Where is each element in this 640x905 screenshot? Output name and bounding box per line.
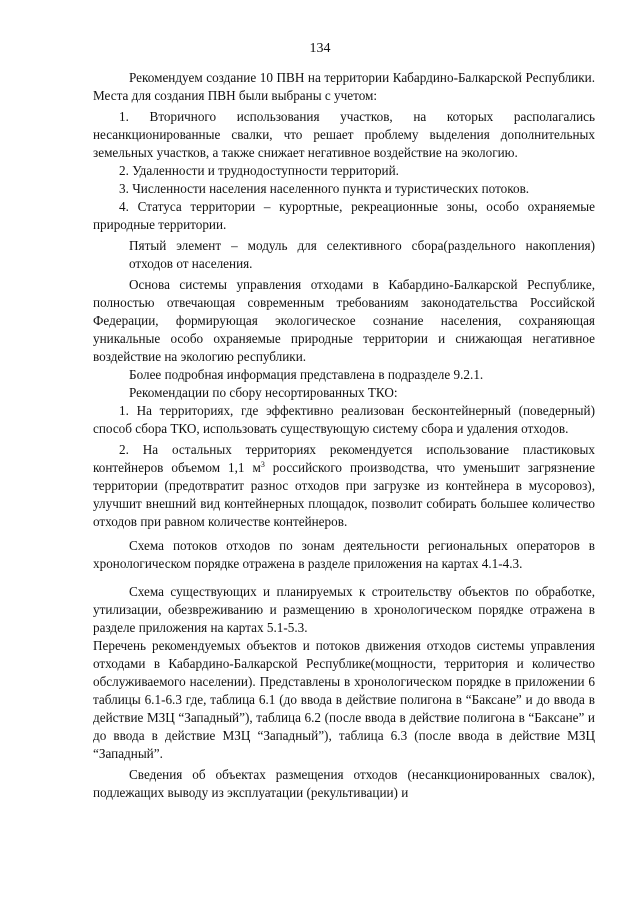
facilities-scheme-paragraph: Схема существующих и планируемых к строительству объектов по обработке, утилизации, обезвреживанию и размещению в хронологическом порядке отражена в разделе приложения на картах 5.1-5.3. [93,584,595,635]
cubic-superscript: 3 [260,460,265,469]
criteria-item-2: 2. Удаленности и труднодоступности территорий. [119,163,399,178]
criteria-item-3: 3. Численности населения населенного пункта и туристических потоков. [119,181,530,196]
recommended-facilities-paragraph: Перечень рекомендуемых объектов и потоков движения отходов системы управления отходами в Кабардино-Балкарской Республике(мощности, территория и количество обслуживаемого населении). Представлены в хронологическом порядке в приложении 6 таблицы 6.1-6.3 где, таблица 6.1 (до ввода в действие полигона в “Баксане” и до ввода в действие МЗЦ “Западный”), таблица 6.2 (после ввода в действие полигона в “Баксане” и до ввода в действие МЗЦ “Западный”), таблица 6.3 (после ввода в действие МЗЦ “Западный”. [93,638,595,761]
recommendation-item-2-text-cont: российского производства, что уменьшит загрязнение территории (предотвратит разнос отходов при загрузке из контейнера в мусоровоз), улучшит внешний вид контейнерных площадок, позволит собирать большее количество отходов при равном количестве контейнеров. [93,460,595,529]
recommendation-item-1: 1. На территориях, где эффективно реализован бесконтейнерный (поведерный) способ сбора ТКО, использовать существующую систему сбора и удаления отходов. [93,403,595,436]
page-number: 134 [309,41,331,56]
disposal-sites-paragraph: Сведения об объектах размещения отходов (несанкционированных свалок), подлежащих выводу из эксплуатации (рекультивации) и [93,767,595,800]
more-info-paragraph: Более подробная информация представлена в подразделе 9.2.1. [129,367,484,382]
criteria-item-4: 4. Статуса территории – курортные, рекреационные зоны, особо охраняемые природные территории. [93,199,595,232]
recommendation-item-2 [93,441,595,531]
recommendation-item-2-text: 2. На остальных территориях рекомендуется использование пластиковых контейнеров объемом 1,1 м [93,442,595,475]
system-basis-paragraph: Основа системы управления отходами в Кабардино-Балкарской Республике, полностью отвечающая современным требованиям законодательства Российской Федерации, формирующая экологическое сознание населения, сохраняющая уникальные особо охраняемые природные территории и снижающая негативное воздействие на экологию республики. [93,277,595,364]
waste-flow-scheme-paragraph: Схема потоков отходов по зонам деятельности региональных операторов в хронологическом порядке отражена в разделе приложения на картах 4.1-4.3. [93,538,595,571]
recommendations-heading: Рекомендации по сбору несортированных ТКО: [129,385,398,400]
intro-paragraph: Рекомендуем создание 10 ПВН на территории Кабардино-Балкарской Республики. Места для создания ПВН были выбраны с учетом: [93,70,595,103]
document-body [93,69,595,802]
fifth-element-paragraph: Пятый элемент – модуль для селективного сбора(раздельного накопления) отходов от населения. [129,238,595,271]
criteria-item-1: 1. Вторичного использования участков, на которых располагались несанкционированные свалки, что решает проблему выделения дополнительных земельных участков, а также снижает негативное воздействие на экологию. [93,109,595,160]
